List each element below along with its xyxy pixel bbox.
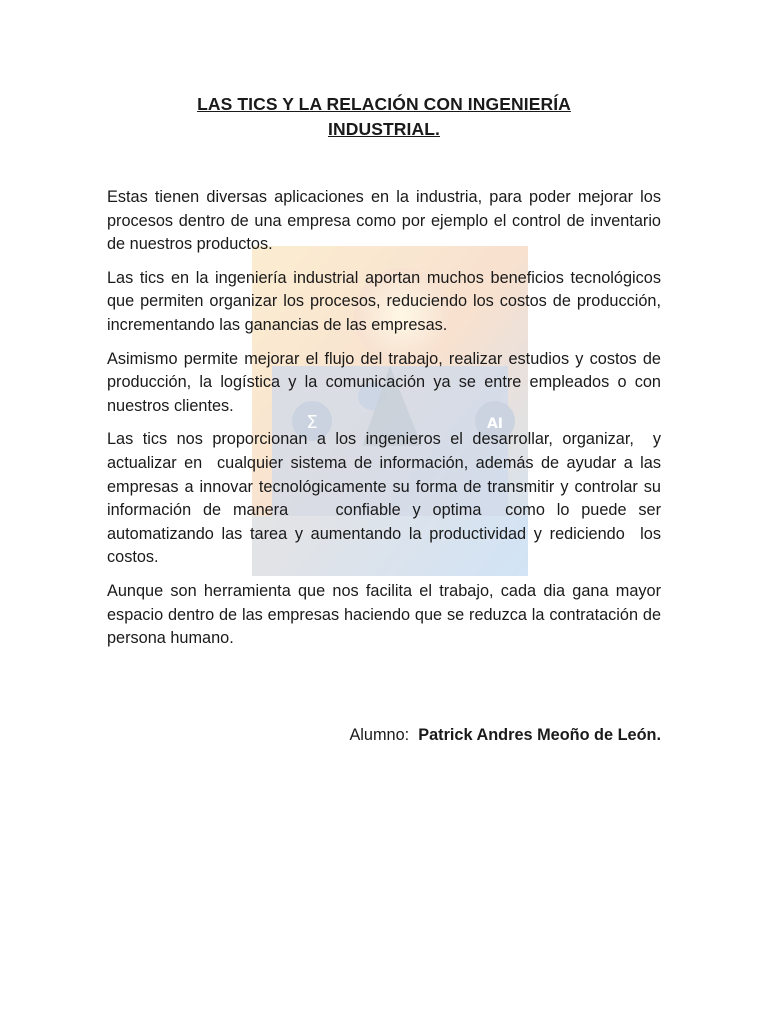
paragraph-2: Las tics en la ingeniería industrial aportan muchos beneficios tecnológicos que permiten organizar los procesos, reduciendo los costos de producción, incrementando las ganancias de las empresas. <box>107 268 680 334</box>
paragraph-list <box>107 186 680 651</box>
paragraph-1: Estas tienen diversas aplicaciones en la industria, para poder mejorar los procesos dentro de una empresa como por ejemplo el control de inventario de nuestros productos. <box>107 188 666 254</box>
sigma-glyph: Σ <box>306 412 318 433</box>
document-body <box>107 92 680 747</box>
paragraph-3: Asimismo permite mejorar el flujo del trabajo, realizar estudios y costos de producción, la logística y la comunicación ya se entre empleados o con nuestros clientes. <box>107 349 666 415</box>
signature-label: Alumno: <box>349 725 410 744</box>
title-line-1: LAS TICS Y LA RELACIÓN CON INGENIERÍA <box>197 94 571 114</box>
ai-glyph: AI <box>486 416 504 432</box>
paragraph-5: Aunque son herramienta que nos facilita el trabajo, cada dia gana mayor espacio dentro de las empresas haciendo que se reduzca la contratación de persona humano. <box>107 581 666 648</box>
page-title <box>107 92 661 142</box>
student-name: Patrick Andres Meoño de León. <box>418 725 661 744</box>
paragraph-4: Las tics nos proporcionan a los ingenieros el desarrollar, organizar, y actualizar en cualquier sistema de información, además de ayudar a las empresas a innovar tecnológicamente su forma de transmitir y controlar su información de manera confiable y optima como lo puede ser automatizando las tarea y aumentando la productividad y rediciendo los costos. <box>107 430 666 567</box>
signature-line <box>107 723 661 747</box>
title-line-2: INDUSTRIAL. <box>328 119 440 139</box>
